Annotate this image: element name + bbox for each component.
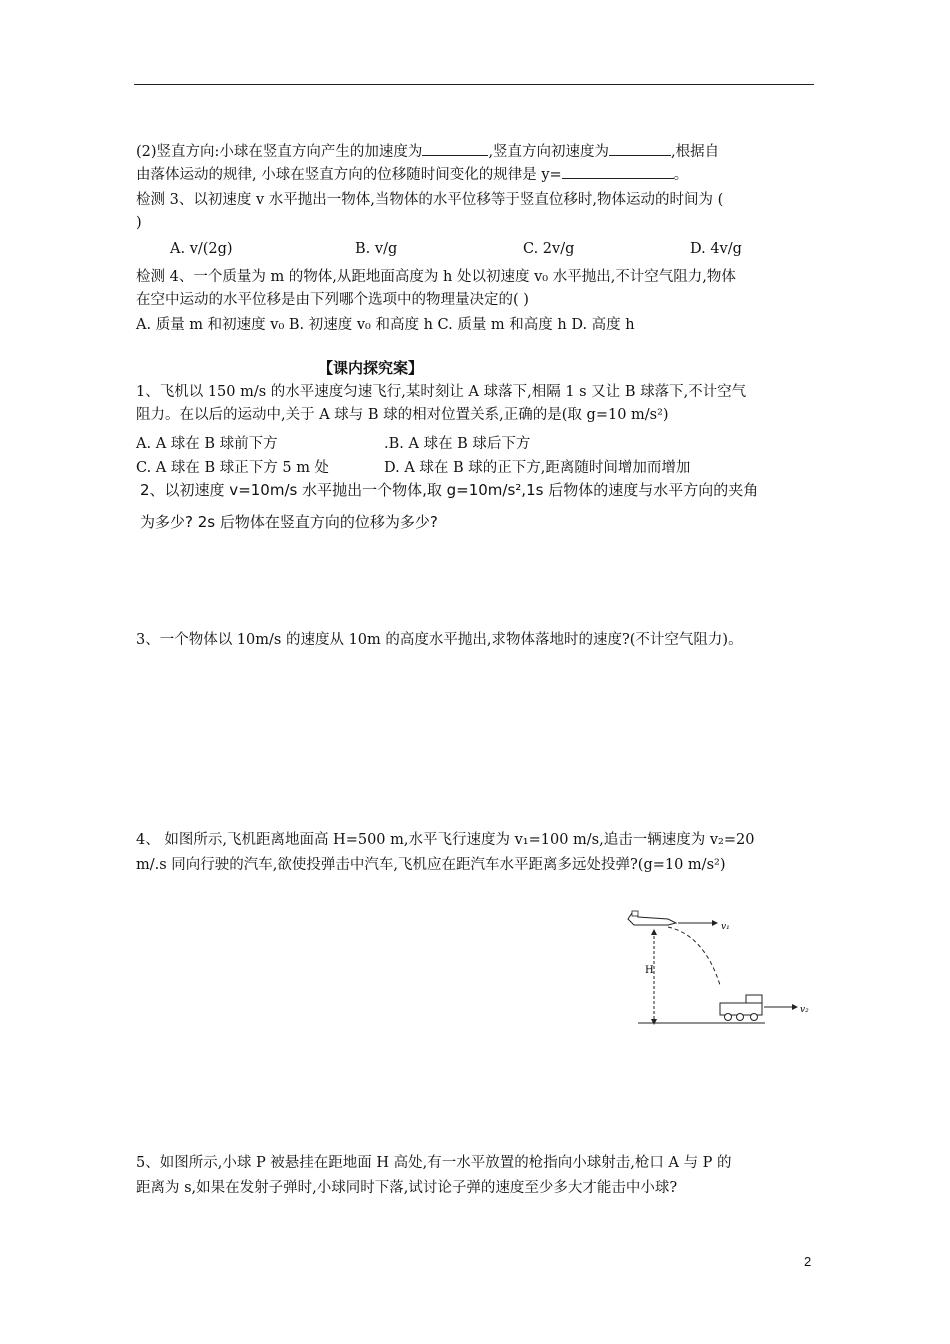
section2-line2 bbox=[136, 164, 688, 184]
check4-stem: 检测 4、一个质量为 m 的物体,从距地面高度为 h 处以初速度 v₀ 水平抛出,不计空气阻力,物体 bbox=[136, 269, 736, 285]
section2-line1 bbox=[136, 141, 719, 161]
v2-label: v₂ bbox=[800, 1005, 809, 1015]
check3-option-d: D. 4v/g bbox=[690, 241, 742, 257]
q5-line1: 5、如图所示,小球 P 被悬挂在距地面 H 高处,有一水平放置的枪指向小球射击,枪口 A 与 P 的 bbox=[136, 1155, 732, 1171]
check3-stem: 检测 3、以初速度 v 水平抛出一物体,当物体的水平位移等于竖直位移时,物体运动的时间为 ( bbox=[136, 192, 724, 208]
text: 。 bbox=[673, 167, 689, 183]
text: ,根据自 bbox=[671, 144, 720, 160]
q2-line1: 2、以初速度 v=10m/s 水平抛出一个物体,取 g=10m/s²,1s 后物体的速度与水平方向的夹角 bbox=[140, 481, 759, 499]
truck-icon bbox=[720, 995, 762, 1021]
answer-blank[interactable] bbox=[422, 141, 488, 156]
height-label: H bbox=[645, 965, 654, 976]
check3-option-b: B. v/g bbox=[355, 241, 398, 257]
page-number: 2 bbox=[804, 1254, 812, 1269]
airplane-icon bbox=[628, 911, 676, 925]
answer-blank[interactable] bbox=[562, 164, 674, 179]
q1-option-a: A. A 球在 B 球前下方 bbox=[136, 436, 278, 452]
text: 由落体运动的规律, 小球在竖直方向的位移随时间变化的规律是 y= bbox=[136, 167, 562, 183]
q4-line1: 4、 如图所示,飞机距离地面高 H=500 m,水平飞行速度为 v₁=100 m/s,追击一辆速度为 v₂=20 bbox=[136, 832, 755, 848]
text: (2)竖直方向:小球在竖直方向产生的加速度为 bbox=[136, 144, 423, 160]
text: ,竖直方向初速度为 bbox=[488, 144, 610, 160]
trajectory bbox=[668, 927, 720, 985]
q4-line2: m/.s 同向行驶的汽车,欲使投弹击中汽车,飞机应在距汽车水平距离多远处投弹?(g=10 m/s²) bbox=[136, 857, 726, 873]
section-title: 【课内探究案】 bbox=[318, 359, 424, 377]
q1-line2: 阻力。在以后的运动中,关于 A 球与 B 球的相对位置关系,正确的是(取 g=10 m/s²) bbox=[136, 407, 669, 423]
q5-line2: 距离为 s,如果在发射子弹时,小球同时下落,试讨论子弹的速度至少多大才能击中小球? bbox=[136, 1180, 678, 1196]
check3-stem-cont: ) bbox=[136, 215, 142, 231]
q1-line1: 1、飞机以 150 m/s 的水平速度匀速飞行,某时刻让 A 球落下,相隔 1 s 又让 B 球落下,不计空气 bbox=[136, 384, 747, 400]
plane-car-figure bbox=[620, 905, 820, 1025]
q1-option-d: D. A 球在 B 球的正下方,距离随时间增加而增加 bbox=[384, 460, 691, 476]
q1-option-b: .B. A 球在 B 球后下方 bbox=[384, 436, 531, 452]
q2-line2: 为多少? 2s 后物体在竖直方向的位移为多少? bbox=[140, 513, 438, 531]
v1-label: v₁ bbox=[721, 922, 730, 932]
header-rule bbox=[134, 84, 814, 85]
check3-option-a: A. v/(2g) bbox=[170, 241, 233, 257]
check4-options: A. 质量 m 和初速度 v₀ B. 初速度 v₀ 和高度 h C. 质量 m 和高度 h D. 高度 h bbox=[136, 317, 635, 333]
q3-line1: 3、一个物体以 10m/s 的速度从 10m 的高度水平抛出,求物体落地时的速度?(不计空气阻力)。 bbox=[136, 632, 743, 648]
answer-blank[interactable] bbox=[609, 141, 671, 156]
q1-option-c: C. A 球在 B 球正下方 5 m 处 bbox=[136, 460, 330, 476]
check3-option-c: C. 2v/g bbox=[523, 241, 575, 257]
check4-stem-cont: 在空中运动的水平位移是由下列哪个选项中的物理量决定的( ) bbox=[136, 292, 529, 308]
